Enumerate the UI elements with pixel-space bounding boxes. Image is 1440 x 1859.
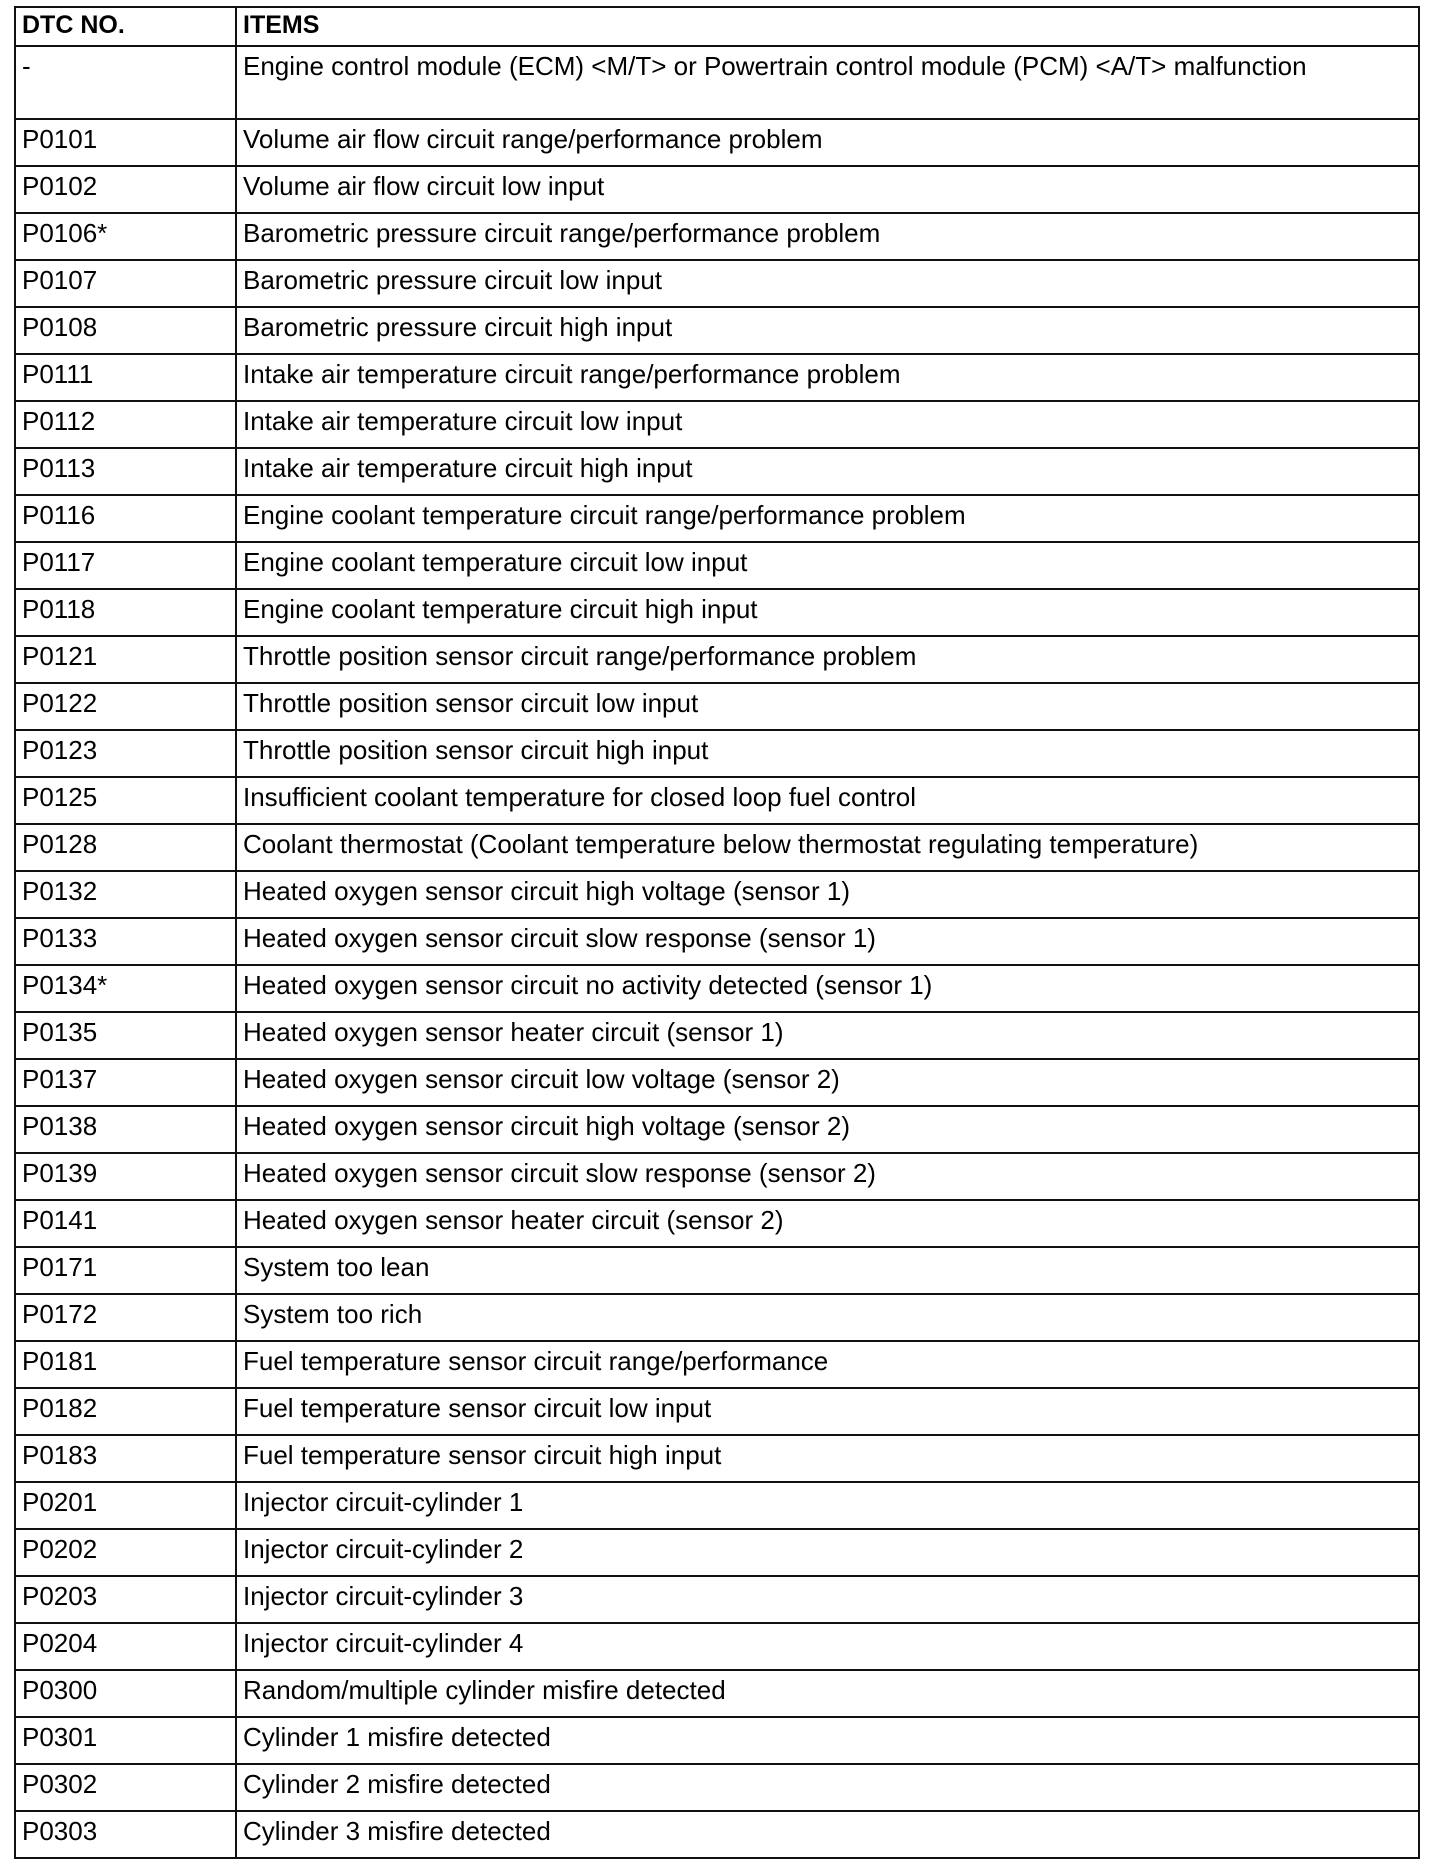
- table-row: [15, 1435, 1419, 1482]
- dtc-item-cell: Insufficient coolant temperature for closed loop fuel control: [236, 777, 1419, 824]
- dtc-code-cell: P0138: [15, 1106, 236, 1153]
- table-row: [15, 260, 1419, 307]
- dtc-item-cell: Heated oxygen sensor circuit high voltage (sensor 1): [236, 871, 1419, 918]
- dtc-code-cell: P0107: [15, 260, 236, 307]
- dtc-item-cell: Heated oxygen sensor circuit slow response (sensor 1): [236, 918, 1419, 965]
- dtc-item-cell: Heated oxygen sensor heater circuit (sensor 1): [236, 1012, 1419, 1059]
- dtc-item-cell: Barometric pressure circuit high input: [236, 307, 1419, 354]
- dtc-item-cell: Throttle position sensor circuit high input: [236, 730, 1419, 777]
- table-row: [15, 824, 1419, 871]
- table-row: [15, 1623, 1419, 1670]
- dtc-item-cell: Engine control module (ECM) <M/T> or Powertrain control module (PCM) <A/T> malfunction: [236, 46, 1419, 119]
- dtc-item-cell: Cylinder 3 misfire detected: [236, 1811, 1419, 1858]
- dtc-code-cell: P0303: [15, 1811, 236, 1858]
- table-row: [15, 1106, 1419, 1153]
- dtc-code-cell: P0106*: [15, 213, 236, 260]
- table-row: [15, 589, 1419, 636]
- dtc-code-cell: P0112: [15, 401, 236, 448]
- dtc-item-cell: Volume air flow circuit range/performance problem: [236, 119, 1419, 166]
- dtc-code-cell: P0300: [15, 1670, 236, 1717]
- dtc-code-cell: P0117: [15, 542, 236, 589]
- dtc-code-cell: P0137: [15, 1059, 236, 1106]
- table-row: [15, 683, 1419, 730]
- dtc-item-cell: Heated oxygen sensor circuit no activity detected (sensor 1): [236, 965, 1419, 1012]
- dtc-item-cell: Volume air flow circuit low input: [236, 166, 1419, 213]
- dtc-code-cell: P0118: [15, 589, 236, 636]
- dtc-item-cell: Heated oxygen sensor circuit high voltage (sensor 2): [236, 1106, 1419, 1153]
- dtc-item-cell: Engine coolant temperature circuit low input: [236, 542, 1419, 589]
- table-row: [15, 46, 1419, 119]
- table-row: [15, 1529, 1419, 1576]
- table-row: [15, 354, 1419, 401]
- dtc-code-cell: P0302: [15, 1764, 236, 1811]
- dtc-code-cell: P0121: [15, 636, 236, 683]
- dtc-code-cell: P0301: [15, 1717, 236, 1764]
- dtc-code-cell: -: [15, 46, 236, 119]
- dtc-item-cell: Intake air temperature circuit low input: [236, 401, 1419, 448]
- table-row: [15, 1294, 1419, 1341]
- dtc-code-cell: P0171: [15, 1247, 236, 1294]
- dtc-item-cell: Heated oxygen sensor circuit low voltage (sensor 2): [236, 1059, 1419, 1106]
- dtc-code-cell: P0182: [15, 1388, 236, 1435]
- dtc-code-cell: P0111: [15, 354, 236, 401]
- table-row: [15, 1670, 1419, 1717]
- dtc-code-cell: P0116: [15, 495, 236, 542]
- table-row: [15, 965, 1419, 1012]
- dtc-code-cell: P0102: [15, 166, 236, 213]
- dtc-item-cell: Fuel temperature sensor circuit range/performance: [236, 1341, 1419, 1388]
- dtc-item-cell: Injector circuit-cylinder 1: [236, 1482, 1419, 1529]
- dtc-item-cell: Fuel temperature sensor circuit low input: [236, 1388, 1419, 1435]
- dtc-item-cell: Throttle position sensor circuit range/performance problem: [236, 636, 1419, 683]
- dtc-item-cell: Engine coolant temperature circuit high input: [236, 589, 1419, 636]
- table-row: [15, 1341, 1419, 1388]
- table-row: [15, 1388, 1419, 1435]
- table-row: [15, 401, 1419, 448]
- table-row: [15, 1811, 1419, 1858]
- dtc-table: [14, 6, 1420, 1859]
- header-items: ITEMS: [236, 7, 1419, 46]
- dtc-item-cell: Random/multiple cylinder misfire detected: [236, 1670, 1419, 1717]
- table-row: [15, 1247, 1419, 1294]
- dtc-code-cell: P0133: [15, 918, 236, 965]
- table-row: [15, 1059, 1419, 1106]
- dtc-item-cell: Cylinder 2 misfire detected: [236, 1764, 1419, 1811]
- table-row: [15, 871, 1419, 918]
- table-row: [15, 1012, 1419, 1059]
- table-row: [15, 636, 1419, 683]
- table-row: [15, 1717, 1419, 1764]
- dtc-code-cell: P0122: [15, 683, 236, 730]
- dtc-code-cell: P0183: [15, 1435, 236, 1482]
- table-row: [15, 1482, 1419, 1529]
- table-row: [15, 1764, 1419, 1811]
- table-row: [15, 777, 1419, 824]
- dtc-code-cell: P0134*: [15, 965, 236, 1012]
- dtc-code-cell: P0172: [15, 1294, 236, 1341]
- dtc-code-cell: P0128: [15, 824, 236, 871]
- dtc-item-cell: Barometric pressure circuit range/performance problem: [236, 213, 1419, 260]
- table-row: [15, 1576, 1419, 1623]
- table-row: [15, 119, 1419, 166]
- dtc-code-cell: P0201: [15, 1482, 236, 1529]
- dtc-item-cell: Engine coolant temperature circuit range/performance problem: [236, 495, 1419, 542]
- dtc-code-cell: P0123: [15, 730, 236, 777]
- dtc-item-cell: Cylinder 1 misfire detected: [236, 1717, 1419, 1764]
- dtc-item-cell: Intake air temperature circuit range/performance problem: [236, 354, 1419, 401]
- table-body: [15, 46, 1419, 1858]
- table-row: [15, 448, 1419, 495]
- dtc-item-cell: Injector circuit-cylinder 3: [236, 1576, 1419, 1623]
- dtc-code-cell: P0135: [15, 1012, 236, 1059]
- dtc-code-cell: P0108: [15, 307, 236, 354]
- dtc-code-cell: P0202: [15, 1529, 236, 1576]
- table-row: [15, 542, 1419, 589]
- table-row: [15, 730, 1419, 777]
- table-row: [15, 918, 1419, 965]
- dtc-code-cell: P0181: [15, 1341, 236, 1388]
- dtc-item-cell: Heated oxygen sensor heater circuit (sensor 2): [236, 1200, 1419, 1247]
- table-row: [15, 166, 1419, 213]
- dtc-item-cell: Heated oxygen sensor circuit slow response (sensor 2): [236, 1153, 1419, 1200]
- table-row: [15, 495, 1419, 542]
- dtc-item-cell: Fuel temperature sensor circuit high input: [236, 1435, 1419, 1482]
- table-row: [15, 307, 1419, 354]
- dtc-item-cell: Coolant thermostat (Coolant temperature below thermostat regulating temperature): [236, 824, 1419, 871]
- header-row: [15, 7, 1419, 46]
- dtc-code-cell: P0101: [15, 119, 236, 166]
- dtc-code-cell: P0204: [15, 1623, 236, 1670]
- table-row: [15, 1200, 1419, 1247]
- dtc-item-cell: Throttle position sensor circuit low input: [236, 683, 1419, 730]
- dtc-code-cell: P0113: [15, 448, 236, 495]
- dtc-item-cell: Barometric pressure circuit low input: [236, 260, 1419, 307]
- dtc-code-cell: P0203: [15, 1576, 236, 1623]
- dtc-code-cell: P0132: [15, 871, 236, 918]
- dtc-item-cell: Injector circuit-cylinder 4: [236, 1623, 1419, 1670]
- dtc-item-cell: Injector circuit-cylinder 2: [236, 1529, 1419, 1576]
- dtc-item-cell: System too lean: [236, 1247, 1419, 1294]
- table-row: [15, 213, 1419, 260]
- table-row: [15, 1153, 1419, 1200]
- dtc-item-cell: System too rich: [236, 1294, 1419, 1341]
- dtc-code-cell: P0141: [15, 1200, 236, 1247]
- header-dtc-no: DTC NO.: [15, 7, 236, 46]
- dtc-code-cell: P0139: [15, 1153, 236, 1200]
- dtc-code-cell: P0125: [15, 777, 236, 824]
- dtc-item-cell: Intake air temperature circuit high input: [236, 448, 1419, 495]
